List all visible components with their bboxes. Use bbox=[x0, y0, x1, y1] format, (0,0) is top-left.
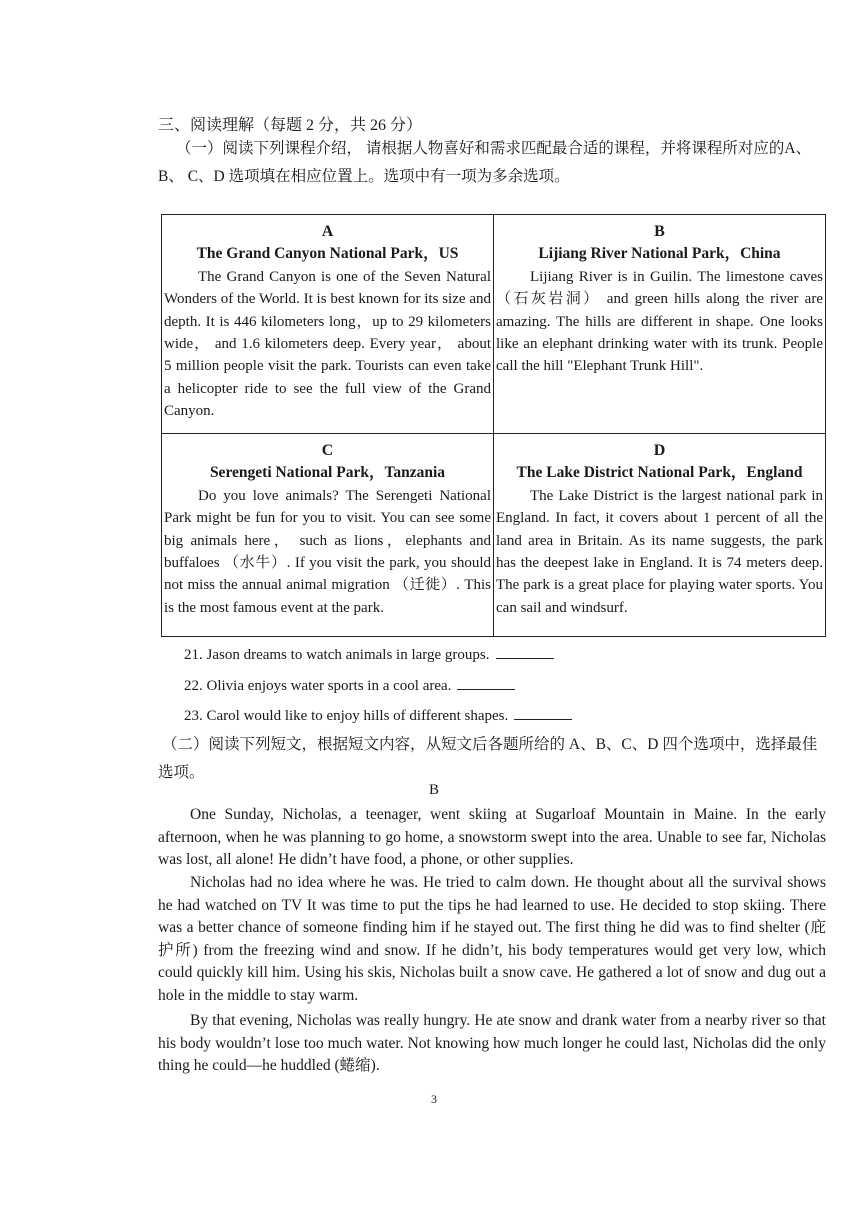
answer-blank[interactable] bbox=[457, 677, 515, 690]
course-text: The Grand Canyon is one of the Seven Natural Wonders of the World. It is best known for its size and depth. It is 446 kilometers long，up to 29 kilometers wide， and 1.6 kilometers deep. Every year， about 5 million people visit the park. Tourists can even take a helicopter ride to see the full view of the Grand Canyon. bbox=[164, 268, 491, 420]
course-cell-d bbox=[494, 434, 826, 637]
answer-blank[interactable] bbox=[514, 707, 572, 720]
course-title: The Grand Canyon National Park，US bbox=[196, 245, 459, 263]
question-22 bbox=[184, 677, 515, 695]
part2-instruction: （二）阅读下列短文，根据短文内容，从短文后各题所给的 A、B、C、D 四个选项中，选择最佳选项。 bbox=[158, 736, 818, 781]
course-text: Do you love animals? The Serengeti National Park might be fun for you to visit. You can see some big animals here， such as lions，elephants and buffaloes （水牛）. If you visit the park, you should not miss the annual animal migration （迁徙）. This is the most famous event at the park. bbox=[164, 487, 491, 616]
course-cell-b bbox=[494, 215, 826, 434]
passage-paragraph-2 bbox=[158, 872, 826, 1008]
paragraph-text: One Sunday, Nicholas, a teenager, went skiing at Sugarloaf Mountain in Maine. In the early afternoon, when he was planning to go home, a snowstorm swept into the area. Unable to see far, Nicholas was lost, all alone! He didn’t have food, a phone, or other supplies. bbox=[158, 806, 826, 869]
passage-paragraph-3 bbox=[158, 1010, 826, 1078]
paragraph-text: Nicholas had no idea where he was. He tried to calm down. He thought about all the survival shows he had watched on TV It was time to put the tips he had learned to use. He decided to stop skiing. There was a better chance of someone finding him if he stayed out. The first thing he did was to find shelter (庇护所) from the freezing wind and snow. If he didn’t, his body temperatures would get very low, which could quickly kill him. Using his skis, Nicholas built a snow cave. He gathered a lot of snow and dug out a hole in the middle to stay warm. bbox=[158, 874, 826, 1004]
passage-paragraph-1 bbox=[158, 804, 826, 872]
question-23 bbox=[184, 707, 572, 725]
course-letter: D bbox=[653, 442, 666, 459]
question-21 bbox=[184, 646, 554, 664]
question-text: 21. Jason dreams to watch animals in large groups. bbox=[184, 647, 490, 663]
page-number: 3 bbox=[431, 1092, 437, 1106]
question-text: 23. Carol would like to enjoy hills of different shapes. bbox=[184, 708, 509, 724]
course-title: Serengeti National Park，Tanzania bbox=[209, 464, 446, 482]
course-letter: C bbox=[321, 442, 334, 459]
passage-letter: B bbox=[428, 782, 439, 798]
course-cell-a bbox=[162, 215, 494, 434]
question-text: 22. Olivia enjoys water sports in a cool area. bbox=[184, 678, 452, 694]
course-cell-c bbox=[162, 434, 494, 637]
course-title: Lijiang River National Park，China bbox=[538, 245, 781, 263]
section-title: 三、阅读理解（每题 2 分，共 26 分） bbox=[158, 117, 423, 134]
course-letter: B bbox=[654, 223, 665, 240]
course-text: Lijiang River is in Guilin. The limestone caves （石灰岩洞） and green hills along the river are amazing. The hills are different in shape. One looks like an elephant drinking water with its trunk. People call the hill "Elephant Trunk Hill". bbox=[496, 268, 823, 375]
course-table bbox=[161, 214, 826, 637]
paragraph-text: By that evening, Nicholas was really hungry. He ate snow and drank water from a nearby river so that his body wouldn’t lose too much water. Not knowing how much longer he could last, Nicholas did the only thing he could—he huddled (蜷缩). bbox=[158, 1012, 826, 1075]
answer-blank[interactable] bbox=[496, 646, 554, 659]
course-letter: A bbox=[321, 223, 334, 240]
course-title: The Lake District National Park，England bbox=[516, 464, 803, 482]
course-text: The Lake District is the largest national park in England. In fact, it covers about 1 percent of all the land area in Britain. As its name suggests, the park has the deepest lake in England. It is 74 meters deep. The park is a great place for playing water sports. You can sail and windsurf. bbox=[496, 487, 823, 616]
part1-instruction: （一）阅读下列课程介绍， 请根据人物喜好和需求匹配最合适的课程，并将课程所对应的A、B、 C、D 选项填在相应位置上。选项中有一项为多余选项。 bbox=[158, 140, 812, 185]
